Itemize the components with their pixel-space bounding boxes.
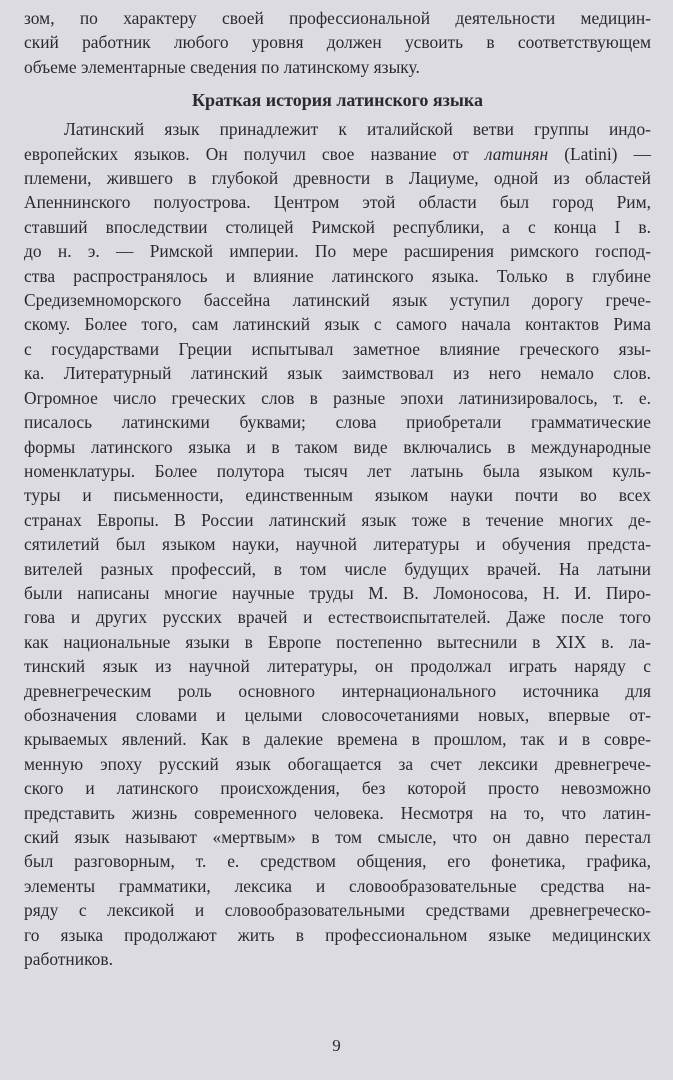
body-line-text: туры и письменности, единственным языком науки почти во всех xyxy=(24,485,651,506)
body-paragraph xyxy=(24,117,651,971)
body-line xyxy=(24,264,651,288)
body-line xyxy=(24,288,651,312)
body-line-text: до н. э. — Римской империи. По мере расширения римского господ- xyxy=(24,241,651,262)
body-line-text: скому. Более того, сам латинский язык с самого начала контактов Рима xyxy=(24,314,651,335)
body-line-text: работников. xyxy=(24,949,113,970)
body-line-text: ства распространялось и влияние латинского языка. Только в глубине xyxy=(24,265,651,286)
body-line xyxy=(24,630,651,654)
body-line-text: сятилетий был языком науки, научной литературы и обучения предста- xyxy=(24,534,651,555)
body-line xyxy=(24,752,651,776)
body-line xyxy=(24,386,651,410)
body-line xyxy=(24,947,651,971)
body-line xyxy=(24,801,651,825)
body-line xyxy=(24,190,651,214)
body-line-text: писалось латинскими буквами; слова приобретали грамматические xyxy=(24,412,651,433)
body-line-text: обозначения словами и целыми словосочетаниями новых, впервые от- xyxy=(24,704,651,725)
body-line-text: го языка продолжают жить в профессиональном языке медицинских xyxy=(24,924,651,945)
body-line-text: Латинский язык принадлежит к италийской ветви группы индо- xyxy=(64,119,651,140)
body-line xyxy=(24,142,651,166)
section-heading: Краткая история латинского языка xyxy=(191,90,484,111)
intro-line: зом, по характеру своей профессиональной деятельности медицин- xyxy=(24,8,651,28)
body-line xyxy=(24,239,651,263)
body-line-text: ка. Литературный латинский язык заимствовал из него немало слов. xyxy=(24,363,651,384)
body-line xyxy=(24,483,651,507)
body-line-text: древнегреческим роль основного интернационального источника для xyxy=(24,680,651,701)
body-line xyxy=(24,117,651,141)
body-line-text: ряду с лексикой и словообразовательными средствами древнегреческо- xyxy=(24,900,651,921)
body-line xyxy=(24,654,651,678)
body-line-text: странах Европы. В России латинский язык тоже в течение многих де- xyxy=(24,509,651,530)
body-line-text: ставший впоследствии столицей Римской республики, а с конца I в. xyxy=(24,216,651,237)
body-line xyxy=(24,605,651,629)
body-line xyxy=(24,361,651,385)
body-line-text: вителей разных профессий, в том числе будущих врачей. На латыни xyxy=(24,558,651,579)
body-line xyxy=(24,825,651,849)
body-line xyxy=(24,874,651,898)
body-line-text: Средиземноморского бассейна латинский язык уступил дорогу грече- xyxy=(24,290,651,311)
body-line-text: элементы грамматики, лексика и словообразовательные средства на- xyxy=(24,875,651,896)
body-line-text: европейских языков. Он получил свое название от xyxy=(24,143,485,164)
page-number: 9 xyxy=(332,1036,341,1055)
body-line-text: как национальные языки в Европе постепенно вытеснили в XIX в. ла- xyxy=(24,631,651,652)
intro-paragraph xyxy=(24,6,651,79)
body-line xyxy=(24,849,651,873)
body-line-text: крываемых явлений. Как в далекие времена в прошлом, так и в совре- xyxy=(24,729,651,750)
body-line-text: ского и латинского происхождения, без которой просто невозможно xyxy=(24,778,651,799)
intro-line: ский работник любого уровня должен усвоить в соответствующем xyxy=(24,32,651,53)
body-line-text: были написаны многие научные труды М. В. Ломоносова, Н. И. Пиро- xyxy=(24,582,651,603)
body-line xyxy=(24,508,651,532)
body-line xyxy=(24,703,651,727)
body-line-text: представить жизнь современного человека. Несмотря на то, что латин- xyxy=(24,802,651,823)
body-line xyxy=(24,679,651,703)
body-line-text: был разговорным, т. е. средством общения, его фонетика, графика, xyxy=(24,851,651,872)
body-line xyxy=(24,312,651,336)
body-line xyxy=(24,776,651,800)
body-line xyxy=(24,727,651,751)
body-line xyxy=(24,166,651,190)
body-line xyxy=(24,337,651,361)
body-line-text: гова и других русских врачей и естествоиспытателей. Даже после того xyxy=(24,607,651,628)
body-line-text: племени, жившего в глубокой древности в Лациуме, одной из областей xyxy=(24,168,651,189)
body-line xyxy=(24,459,651,483)
intro-line: объеме элементарные сведения по латинскому языку. xyxy=(24,56,420,77)
body-line xyxy=(24,557,651,581)
body-line xyxy=(24,898,651,922)
body-line xyxy=(24,215,651,239)
body-line xyxy=(24,435,651,459)
body-line-text: менную эпоху русский язык обогащается за счет лексики древнегрече- xyxy=(24,753,651,774)
body-line-text: номенклатуры. Более полутора тысяч лет латынь была языком куль- xyxy=(24,460,651,481)
body-line-text: формы латинского языка и в таком виде включались в международные xyxy=(24,436,651,457)
body-line-text: (Latini) — xyxy=(548,143,652,164)
body-line-emphasis: латинян xyxy=(484,143,549,164)
body-line xyxy=(24,923,651,947)
body-line-text: с государствами Греции испытывал заметное влияние греческого язы- xyxy=(24,338,651,359)
body-line-text: Огромное число греческих слов в разные эпохи латинизировалось, т. е. xyxy=(24,387,651,408)
body-line-text: ский язык называют «мертвым» в том смысле, что он давно перестал xyxy=(24,827,651,847)
body-line xyxy=(24,410,651,434)
body-line xyxy=(24,581,651,605)
body-line-text: Апеннинского полуострова. Центром этой области был город Рим, xyxy=(24,192,651,213)
body-line xyxy=(24,532,651,556)
body-line-text: тинский язык из научной литературы, он продолжал играть наряду с xyxy=(24,656,651,677)
